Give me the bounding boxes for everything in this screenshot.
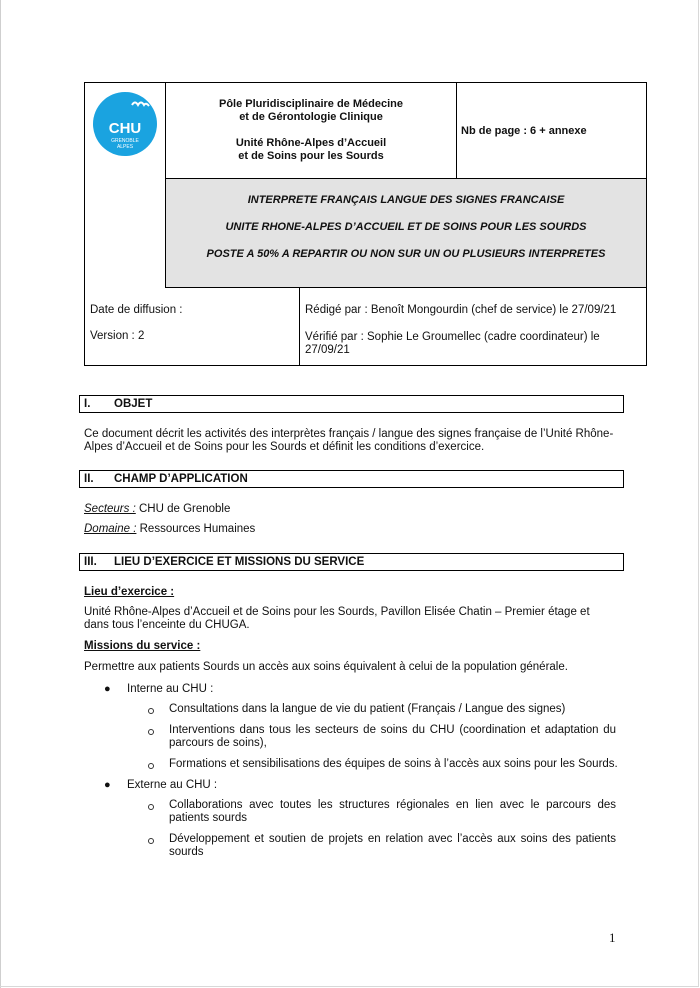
section-number: II. bbox=[84, 473, 94, 485]
logo-sub1: GRENOBLE bbox=[111, 138, 139, 144]
organization-cell bbox=[166, 83, 457, 179]
sub-bullet-icon bbox=[148, 708, 154, 714]
document-title bbox=[166, 179, 646, 288]
missions-heading: Missions du service : bbox=[84, 640, 201, 652]
domaine-value: Ressources Humaines bbox=[136, 523, 256, 535]
lieu-text bbox=[84, 606, 616, 632]
date-diffusion: Date de diffusion : bbox=[90, 304, 183, 316]
sub-bullet-icon bbox=[148, 763, 154, 769]
lieu-heading: Lieu d’exercice : bbox=[84, 586, 175, 598]
title-line-1: INTERPRETE FRANÇAIS LANGUE DES SIGNES FRANCAISE bbox=[247, 194, 565, 206]
externe-item-1-line-1: Collaborations avec toutes les structures régionales en lien avec le parcours des bbox=[169, 799, 616, 811]
section-objet-heading bbox=[79, 395, 624, 413]
verifie-par-line-2: 27/09/21 bbox=[305, 344, 350, 356]
externe-item-1-line-2: patients sourds bbox=[169, 812, 247, 824]
interne-label: Interne au CHU : bbox=[127, 683, 214, 695]
interne-item-1: Consultations dans la langue de vie du patient (Français / Langue des signes) bbox=[169, 703, 566, 715]
section-label: OBJET bbox=[114, 398, 153, 410]
section-number: III. bbox=[84, 556, 97, 568]
page-count: Nb de page : 6 + annexe bbox=[457, 83, 647, 179]
objet-line-2: Alpes d’Accueil et de Soins pour les Sourds et définit les conditions d’exercice. bbox=[84, 441, 485, 453]
objet-text bbox=[84, 428, 616, 454]
section-number: I. bbox=[84, 398, 91, 410]
authors-cell bbox=[300, 288, 646, 366]
objet-line-1: Ce document décrit les activités des interprètes français / langue des signes française de l’Unité Rhône- bbox=[84, 428, 614, 440]
org-line-3: Unité Rhône-Alpes d’Accueil bbox=[235, 137, 387, 149]
secteurs-label: Secteurs : bbox=[84, 503, 136, 515]
section-label: CHAMP D’APPLICATION bbox=[114, 473, 248, 485]
logo-text: CHU bbox=[108, 120, 142, 137]
lieu-line-1: Unité Rhône-Alpes d’Accueil et de Soins pour les Sourds, Pavillon Elisée Chatin – Premier étage et bbox=[84, 606, 590, 618]
sub-bullet-icon bbox=[148, 838, 154, 844]
bullet-dot-icon: ● bbox=[104, 779, 111, 791]
chu-logo-icon bbox=[92, 91, 158, 157]
org-line-2: et de Gérontologie Clinique bbox=[239, 111, 383, 123]
section-champ-heading bbox=[79, 470, 624, 488]
missions-intro: Permettre aux patients Sourds un accès aux soins équivalent à celui de la population générale. bbox=[84, 661, 568, 673]
version: Version : 2 bbox=[90, 330, 145, 342]
interne-item-3: Formations et sensibilisations des équipes de soins à l’accès aux soins pour les Sourds. bbox=[169, 758, 618, 770]
diffusion-cell bbox=[85, 288, 300, 366]
section-lieu-heading bbox=[79, 553, 624, 571]
domaine-label: Domaine : bbox=[84, 523, 137, 535]
externe-label: Externe au CHU : bbox=[127, 779, 218, 791]
redige-par: Rédigé par : Benoît Mongourdin (chef de service) le 27/09/21 bbox=[305, 304, 617, 316]
domaine-line bbox=[84, 523, 616, 536]
secteurs-line bbox=[84, 503, 616, 516]
section-label: LIEU D’EXERCICE ET MISSIONS DU SERVICE bbox=[114, 556, 365, 568]
verifie-par-line-1: Vérifié par : Sophie Le Groumellec (cadre coordinateur) le bbox=[305, 331, 600, 343]
externe-item-2-line-2: sourds bbox=[169, 846, 204, 858]
interne-item-2-line-2: parcours de soins), bbox=[169, 737, 267, 749]
logo-sub2: ALPES bbox=[116, 144, 134, 150]
org-line-1: Pôle Pluridisciplinaire de Médecine bbox=[218, 98, 403, 110]
title-line-3: POSTE A 50% A REPARTIR OU NON SUR UN OU PLUSIEURS INTERPRETES bbox=[206, 248, 606, 260]
page-number: 1 bbox=[609, 930, 616, 945]
externe-item-2-line-1: Développement et soutien de projets en relation avec l’accès aux soins des patients bbox=[169, 833, 616, 845]
secteurs-value: CHU de Grenoble bbox=[135, 503, 231, 515]
header-table bbox=[84, 82, 647, 366]
lieu-line-2: dans tous l’enceinte du CHUGA. bbox=[84, 619, 250, 631]
bullet-dot-icon: ● bbox=[104, 683, 111, 695]
page-left-edge bbox=[0, 0, 1, 988]
interne-item-2-line-1: Interventions dans tous les secteurs de soins du CHU (coordination et adaptation du bbox=[169, 724, 616, 736]
sub-bullet-icon bbox=[148, 804, 154, 810]
logo-cell bbox=[85, 83, 166, 288]
title-line-2: UNITE RHONE-ALPES D’ACCUEIL ET DE SOINS POUR LES SOURDS bbox=[225, 221, 587, 233]
sub-bullet-icon bbox=[148, 729, 154, 735]
org-line-4: et de Soins pour les Sourds bbox=[238, 150, 384, 162]
